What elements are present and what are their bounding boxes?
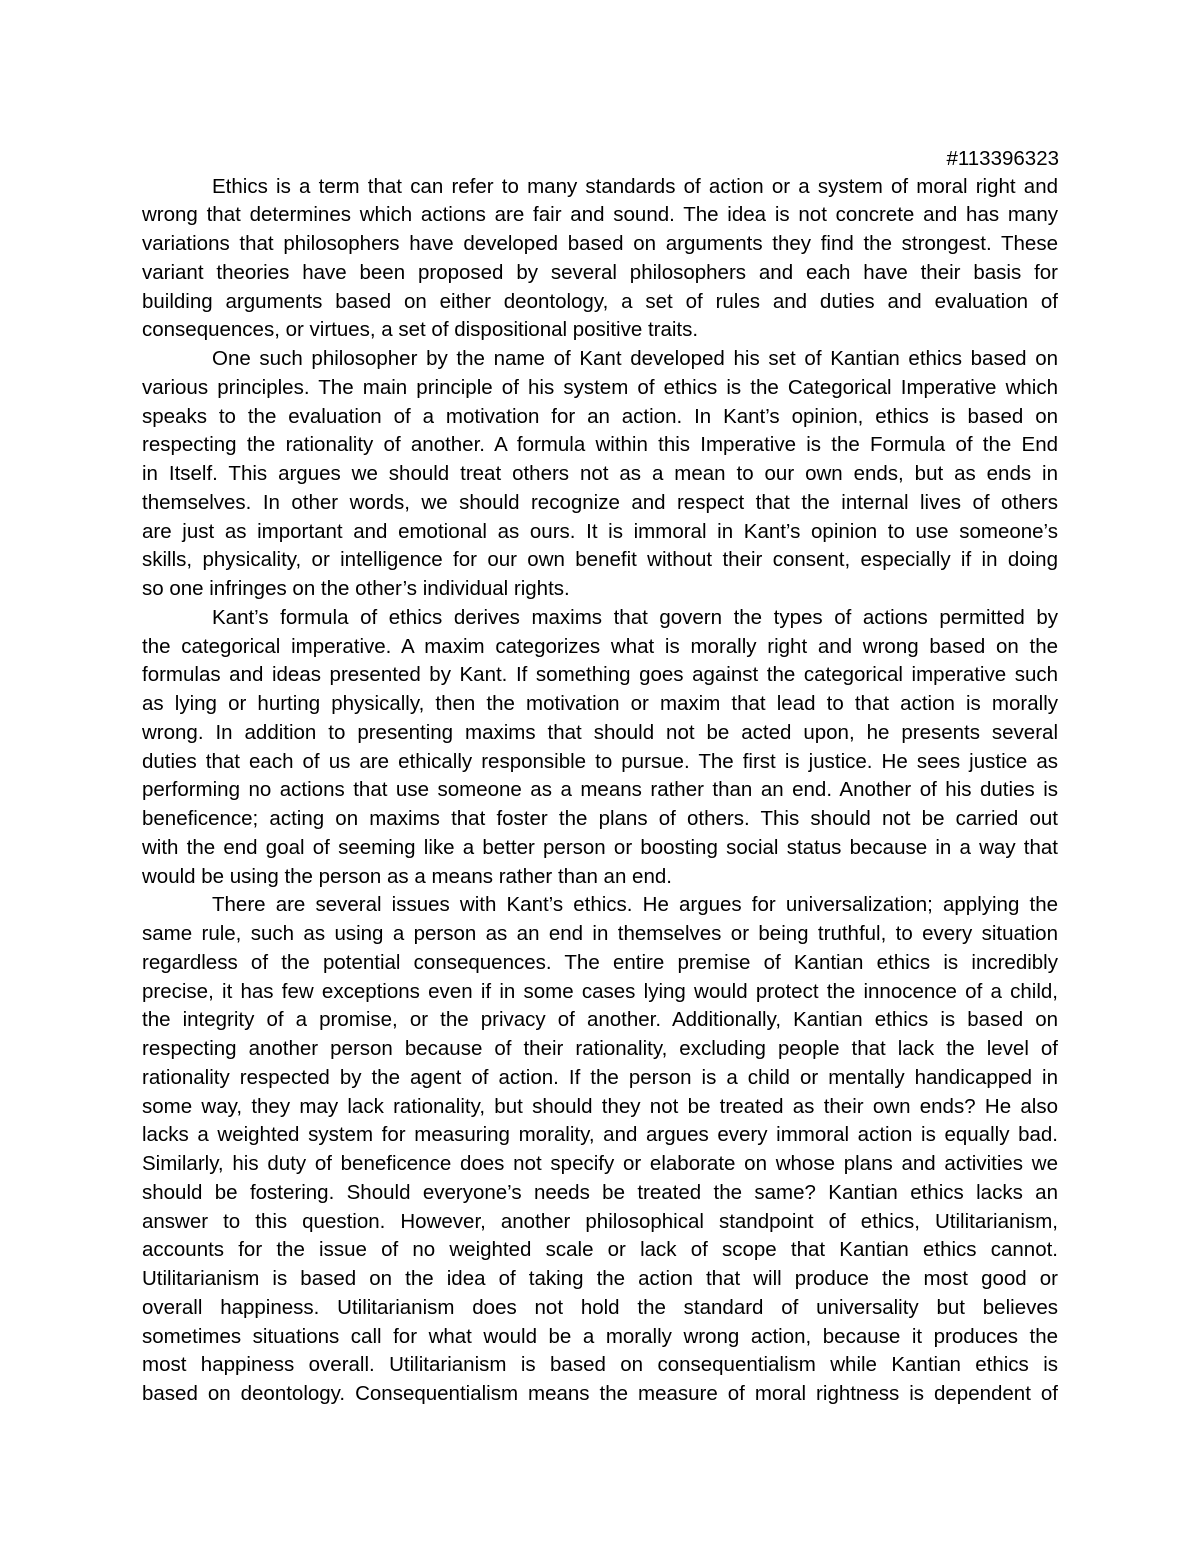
document-id: #113396323 (946, 147, 1059, 170)
text-line: One such philosopher by the name of Kant developed his set of Kantian ethics based on (212, 347, 1058, 370)
text-line: regardless of the potential consequences. The entire premise of Kantian ethics is incredibly (142, 950, 1058, 974)
text-line: as lying or hurting physically, then the motivation or maxim that lead to that action is morally (142, 692, 1058, 715)
text-line: most happiness overall. Utilitarianism is based on consequentialism while Kantian ethics is (142, 1353, 1058, 1377)
essay-body (142, 173, 1058, 1409)
text-line: duties that each of us are ethically responsible to pursue. The first is justice. He sees justice as (142, 749, 1058, 773)
text-line: various principles. The main principle of his system of ethics is the Categorical Imperative which (142, 375, 1058, 399)
text-line: wrong that determines which actions are fair and sound. The idea is not concrete and has many (142, 203, 1058, 227)
text-line: Ethics is a term that can refer to many standards of action or a system of moral right and (212, 174, 1058, 198)
text-line: rationality respected by the agent of action. If the person is a child or mentally handicapped in (142, 1065, 1058, 1089)
text-line: with the end goal of seeming like a better person or boosting social status because in a way that (142, 835, 1058, 859)
text-line: Utilitarianism is based on the idea of taking the action that will produce the most good or (142, 1267, 1058, 1290)
text-line: lacks a weighted system for measuring morality, and argues every immoral action is equally bad. (142, 1123, 1058, 1147)
text-line: answer to this question. However, another philosophical standpoint of ethics, Utilitarianism, (142, 1209, 1058, 1233)
text-line: formulas and ideas presented by Kant. If something goes against the categorical imperative such (142, 663, 1058, 687)
text-line: There are several issues with Kant’s ethics. He argues for universalization; applying the (212, 893, 1058, 917)
text-line: wrong. In addition to presenting maxims that should not be acted upon, he presents several (142, 720, 1058, 744)
text-line: consequences, or virtues, a set of dispositional positive traits. (142, 318, 699, 342)
text-line: building arguments based on either deontology, a set of rules and duties and evaluation of (142, 289, 1058, 313)
text-line: the integrity of a promise, or the privacy of another. Additionally, Kantian ethics is based on (142, 1008, 1058, 1032)
text-line: respecting another person because of their rationality, excluding people that lack the level of (142, 1037, 1058, 1060)
text-line: themselves. In other words, we should recognize and respect that the internal lives of others (142, 490, 1058, 514)
text-line: so one infringes on the other’s individual rights. (142, 577, 570, 600)
text-line: Similarly, his duty of beneficence does not specify or elaborate on whose plans and activities we (142, 1152, 1058, 1175)
text-line: same rule, such as using a person as an end in themselves or being truthful, to every situation (142, 922, 1058, 945)
text-line: speaks to the evaluation of a motivation for an action. In Kant’s opinion, ethics is based on (142, 404, 1058, 428)
text-line: sometimes situations call for what would be a morally wrong action, because it produces the (142, 1324, 1058, 1348)
text-line: Kant’s formula of ethics derives maxims that govern the types of actions permitted by (212, 605, 1058, 629)
text-line: respecting the rationality of another. A formula within this Imperative is the Formula of the End (142, 433, 1058, 457)
text-line: based on deontology. Consequentialism means the measure of moral rightness is dependent of (142, 1382, 1058, 1405)
text-line: precise, it has few exceptions even if in some cases lying would protect the innocence of a child, (142, 979, 1058, 1003)
text-line: performing no actions that use someone as a means rather than an end. Another of his duties is (142, 778, 1058, 802)
text-line: accounts for the issue of no weighted scale or lack of scope that Kantian ethics cannot. (142, 1238, 1058, 1262)
text-line: in Itself. This argues we should treat others not as a mean to our own ends, but as ends in (142, 462, 1058, 485)
text-line: are just as important and emotional as ours. It is immoral in Kant’s opinion to use someone’s (142, 519, 1058, 543)
text-line: variant theories have been proposed by several philosophers and each have their basis for (142, 260, 1058, 284)
text-line: variations that philosophers have developed based on arguments they find the strongest. These (142, 232, 1058, 255)
text-line: overall happiness. Utilitarianism does not hold the standard of universality but believes (142, 1295, 1058, 1319)
text-line: some way, they may lack rationality, but should they not be treated as their own ends? He also (142, 1094, 1058, 1118)
text-line: would be using the person as a means rather than an end. (142, 864, 672, 888)
text-line: should be fostering. Should everyone’s needs be treated the same? Kantian ethics lacks an (142, 1180, 1058, 1204)
text-line: the categorical imperative. A maxim categorizes what is morally right and wrong based on the (142, 634, 1058, 658)
text-line: skills, physicality, or intelligence for our own benefit without their consent, especially if in doing (142, 548, 1058, 572)
text-line: beneficence; acting on maxims that foster the plans of others. This should not be carried out (142, 807, 1058, 830)
